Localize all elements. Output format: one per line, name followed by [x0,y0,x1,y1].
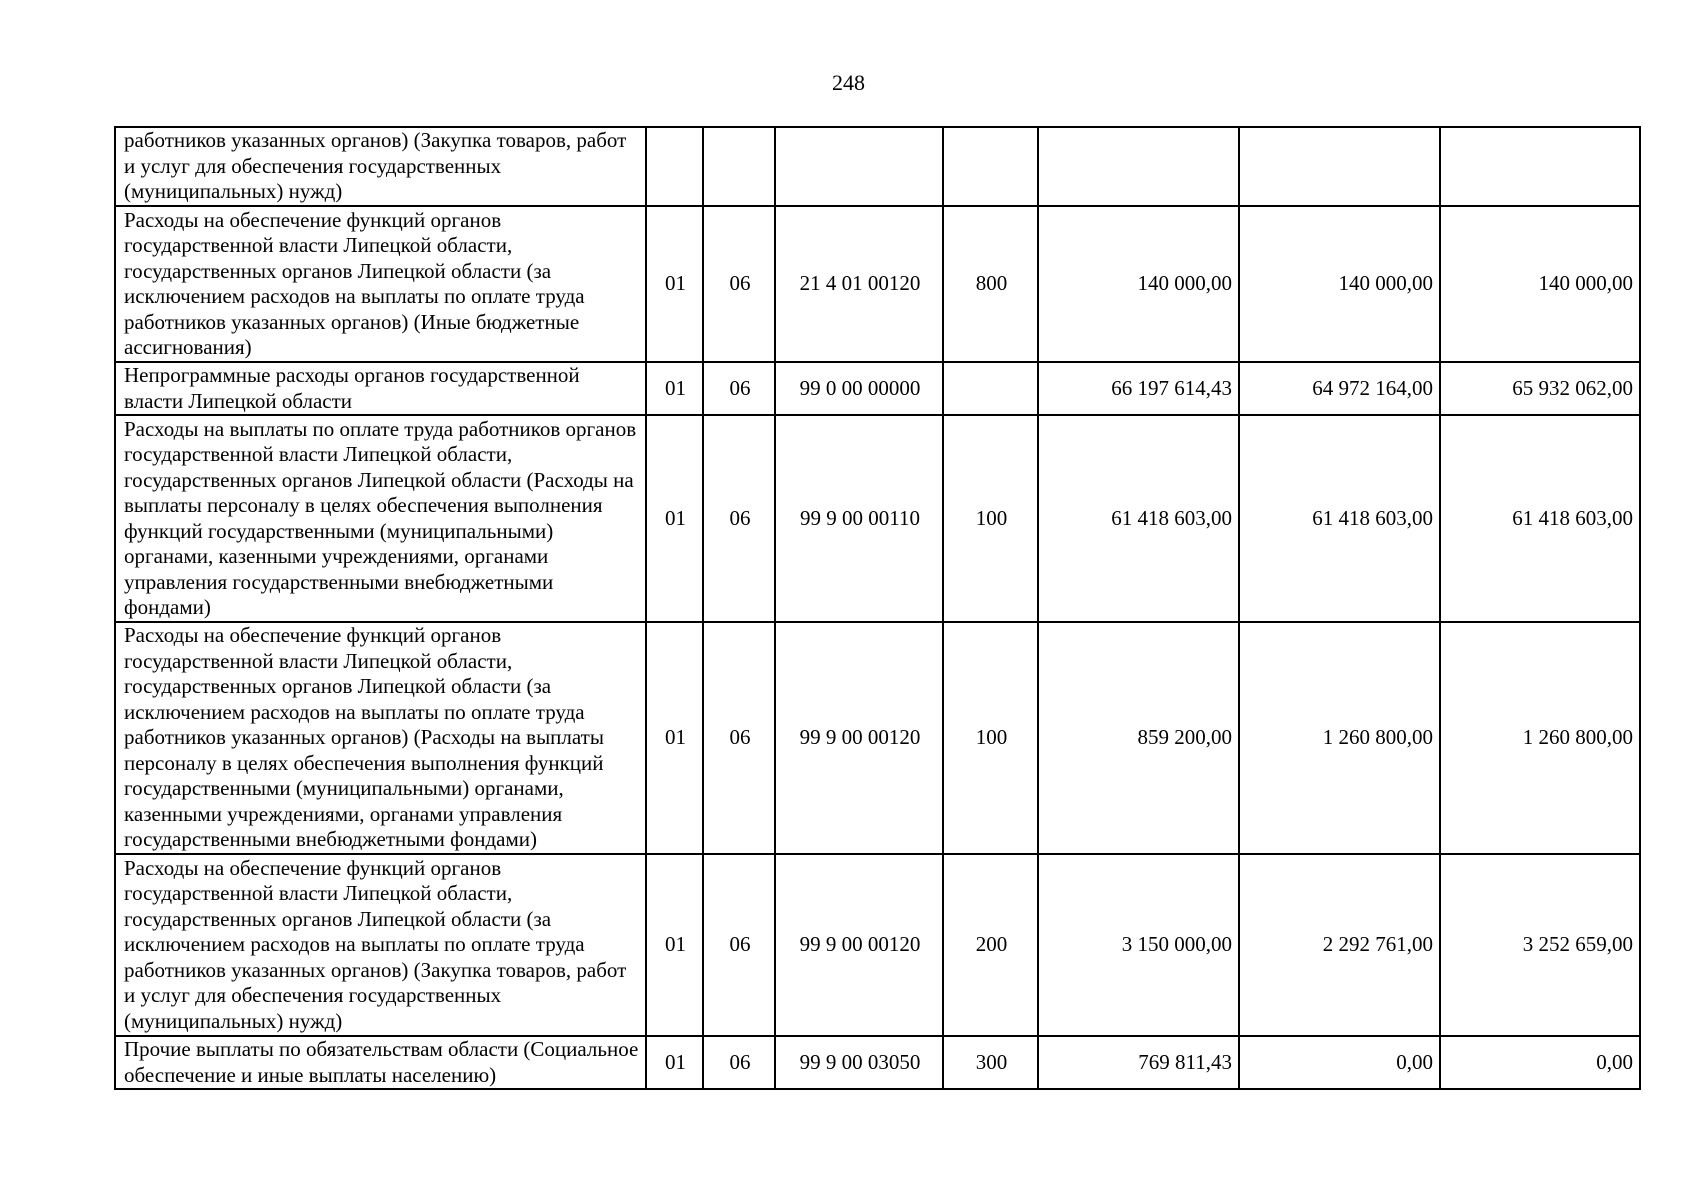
row-description: работников указанных органов) (Закупка товаров, работ и услуг для обеспечения государственных (муниципальных) нужд) [115,127,646,206]
amount-year-3: 1 260 800,00 [1440,622,1640,854]
table-row [115,127,1640,206]
expense-type-code: 100 [943,415,1038,622]
subsection-code: 06 [703,415,775,622]
amount-year-3 [1440,127,1640,206]
amount-year-3: 65 932 062,00 [1440,362,1640,415]
amount-year-1 [1038,127,1239,206]
expense-type-code: 200 [943,854,1038,1036]
subsection-code: 06 [703,854,775,1036]
section-code: 01 [646,206,703,362]
amount-year-2: 140 000,00 [1239,206,1440,362]
amount-year-3: 3 252 659,00 [1440,854,1640,1036]
amount-year-3: 61 418 603,00 [1440,415,1640,622]
amount-year-2 [1239,127,1440,206]
table-row [115,415,1640,622]
row-description: Расходы на обеспечение функций органов государственной власти Липецкой области, государственных органов Липецкой области (за исключением расходов на выплаты по оплате труда работников указанных органов) (Закупка товаров, работ и услуг для обеспечения государственных (муниципальных) нужд) [115,854,646,1036]
amount-year-3: 140 000,00 [1440,206,1640,362]
table-row [115,854,1640,1036]
row-description: Непрограммные расходы органов государственной власти Липецкой области [115,362,646,415]
amount-year-1: 859 200,00 [1038,622,1239,854]
target-article-code: 99 9 00 00120 [775,622,943,854]
amount-year-2: 2 292 761,00 [1239,854,1440,1036]
expense-type-code [943,362,1038,415]
page-number: 248 [832,70,865,95]
amount-year-1: 3 150 000,00 [1038,854,1239,1036]
section-code: 01 [646,415,703,622]
budget-table [114,126,1641,1090]
target-article-code [775,127,943,206]
amount-year-2: 0,00 [1239,1036,1440,1089]
subsection-code: 06 [703,362,775,415]
amount-year-1: 61 418 603,00 [1038,415,1239,622]
expense-type-code: 100 [943,622,1038,854]
section-code: 01 [646,622,703,854]
target-article-code: 99 9 00 00120 [775,854,943,1036]
target-article-code: 21 4 01 00120 [775,206,943,362]
row-description: Расходы на обеспечение функций органов государственной власти Липецкой области, государственных органов Липецкой области (за исключением расходов на выплаты по оплате труда работников указанных органов) (Иные бюджетные ассигнования) [115,206,646,362]
subsection-code: 06 [703,206,775,362]
expense-type-code: 300 [943,1036,1038,1089]
section-code: 01 [646,854,703,1036]
section-code [646,127,703,206]
target-article-code: 99 0 00 00000 [775,362,943,415]
amount-year-1: 66 197 614,43 [1038,362,1239,415]
amount-year-1: 769 811,43 [1038,1036,1239,1089]
section-code: 01 [646,1036,703,1089]
row-description: Прочие выплаты по обязательствам области (Социальное обеспечение и иные выплаты населению) [115,1036,646,1089]
amount-year-2: 64 972 164,00 [1239,362,1440,415]
expense-type-code [943,127,1038,206]
section-code: 01 [646,362,703,415]
subsection-code [703,127,775,206]
table-row [115,622,1640,854]
row-description: Расходы на обеспечение функций органов государственной власти Липецкой области, государственных органов Липецкой области (за исключением расходов на выплаты по оплате труда работников указанных органов) (Расходы на выплаты персоналу в целях обеспечения выполнения функций государственными (муниципальными) органами, казенными учреждениями, органами управления государственными внебюджетными фондами) [115,622,646,854]
amount-year-2: 61 418 603,00 [1239,415,1440,622]
expense-type-code: 800 [943,206,1038,362]
amount-year-1: 140 000,00 [1038,206,1239,362]
amount-year-2: 1 260 800,00 [1239,622,1440,854]
table-row [115,206,1640,362]
target-article-code: 99 9 00 03050 [775,1036,943,1089]
subsection-code: 06 [703,1036,775,1089]
amount-year-3: 0,00 [1440,1036,1640,1089]
row-description: Расходы на выплаты по оплате труда работников органов государственной власти Липецкой области, государственных органов Липецкой области (Расходы на выплаты персоналу в целях обеспечения выполнения функций государственными (муниципальными) органами, казенными учреждениями, органами управления государственными внебюджетными фондами) [115,415,646,622]
table-row [115,1036,1640,1089]
table-row [115,362,1640,415]
target-article-code: 99 9 00 00110 [775,415,943,622]
subsection-code: 06 [703,622,775,854]
